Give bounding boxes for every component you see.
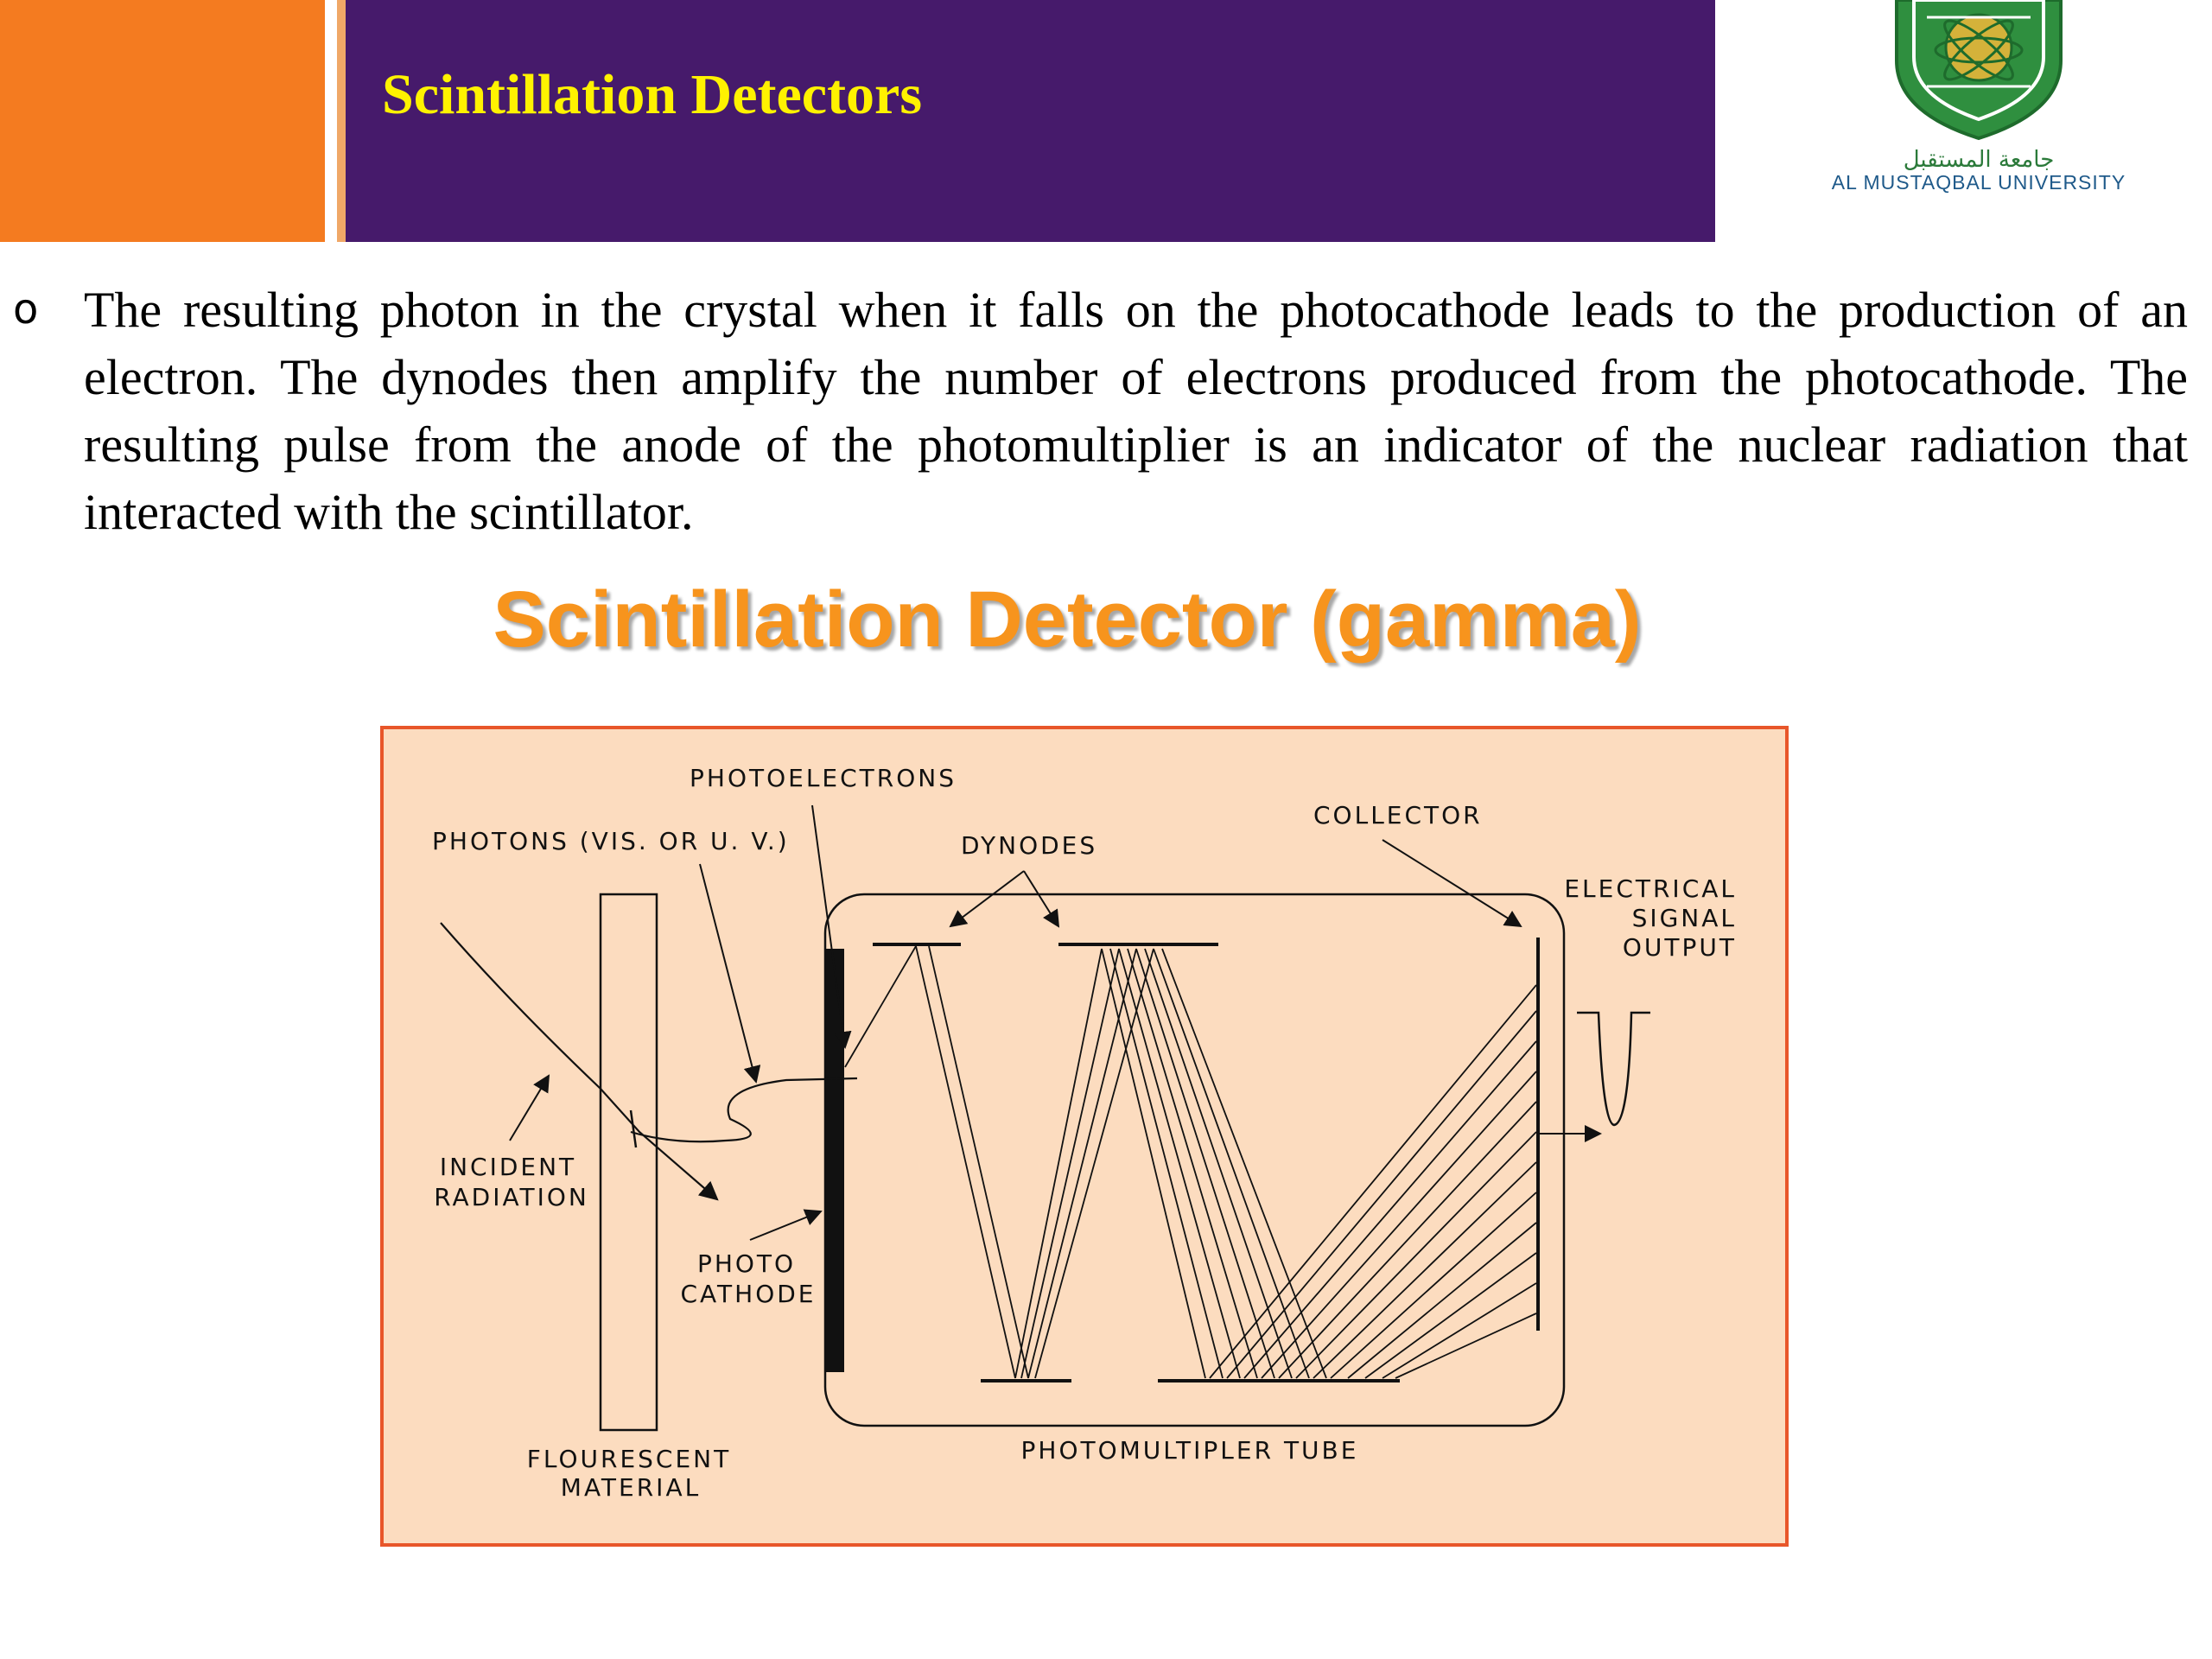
- label-dynodes: DYNODES: [961, 831, 1098, 860]
- label-incident-1: INCIDENT: [439, 1153, 577, 1181]
- header-orange-block: [0, 0, 325, 242]
- label-photons: PHOTONS (VIS. OR U. V.): [432, 827, 790, 855]
- label-collector: COLLECTOR: [1313, 801, 1483, 830]
- label-flourescent-2: MATERIAL: [560, 1473, 702, 1502]
- label-electrical-1: ELECTRICAL: [1564, 874, 1737, 903]
- slide-title: Scintillation Detectors: [382, 63, 923, 126]
- label-photoelectrons: PHOTOELECTRONS: [690, 764, 957, 792]
- body-paragraph: The resulting photon in the crystal when it falls on the photocathode leads to the production of an electron. The dynodes then amplify the number of electrons produced from the photocathode. The resulting pulse from the anode of the photomultiplier is an indicator of the nuclear radiation that interacted with the scintillator.: [84, 282, 2188, 540]
- scintillation-detector-diagram: [380, 726, 1789, 1547]
- photocathode-plate: [825, 949, 844, 1372]
- label-flourescent-1: FLOURESCENT: [526, 1445, 732, 1473]
- header-gap: [325, 0, 337, 242]
- label-photo-1: PHOTO: [696, 1249, 797, 1278]
- label-electrical-3: OUTPUT: [1622, 933, 1737, 962]
- logo-english-text: AL MUSTAQBAL UNIVERSITY: [1831, 171, 2126, 194]
- label-electrical-2: SIGNAL: [1631, 904, 1737, 932]
- bullet-marker: o: [13, 285, 39, 334]
- header-stripe: [337, 0, 346, 242]
- logo-arabic-text: جامعة المستقبل: [1903, 147, 2055, 173]
- label-photomultiplier-tube: PHOTOMULTIPLER TUBE: [1020, 1436, 1359, 1465]
- figure-title: Scintillation Detector (gamma): [493, 575, 1642, 664]
- label-photo-2: CATHODE: [680, 1280, 817, 1308]
- label-incident-2: RADIATION: [434, 1183, 589, 1211]
